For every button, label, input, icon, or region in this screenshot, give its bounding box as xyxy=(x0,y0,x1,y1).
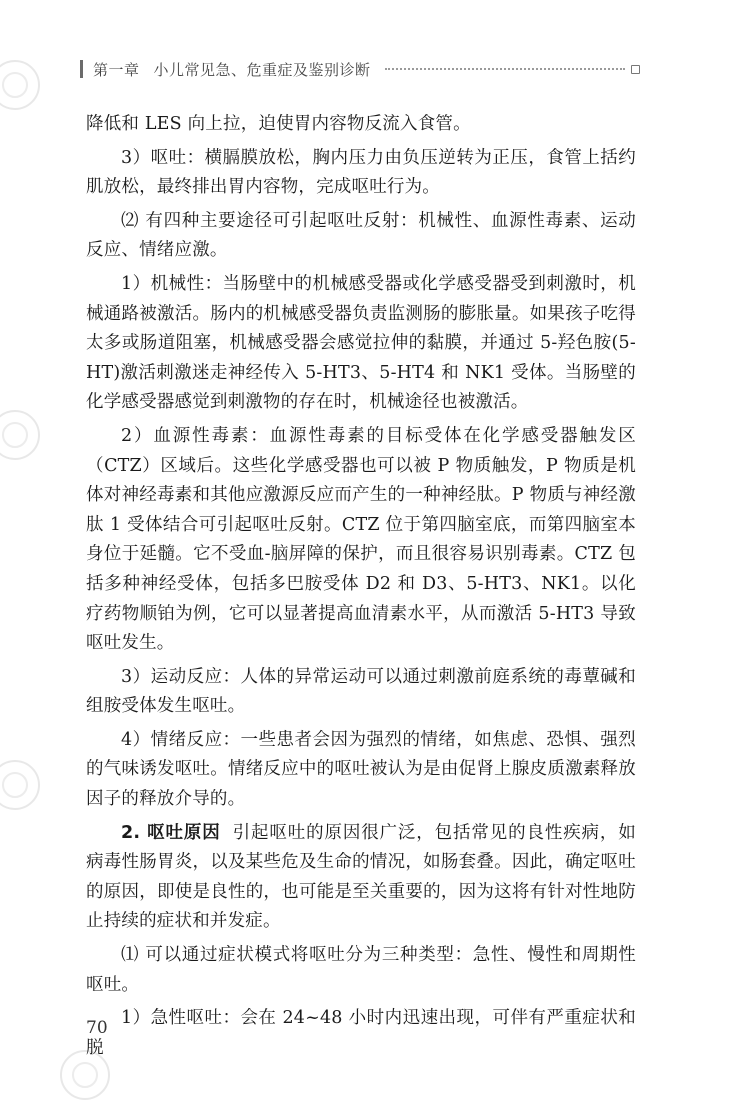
page-number: 70 xyxy=(86,1018,108,1038)
paragraph-les-reflux: 降低和 LES 向上拉，迫使胃内容物反流入食管。 xyxy=(86,114,471,134)
header-bar xyxy=(80,60,83,78)
section-heading: 2. 呕吐原因 xyxy=(121,822,221,843)
header-end-square-icon xyxy=(631,65,640,74)
paragraph-bloodborne-toxins: 2）血源性毒素：血源性毒素的目标受体在化学感受器触发区（CTZ）区域后。这些化学感受器也可以被 P 物质触发，P 物质是机体对神经毒素和其他应激源反应而产生的一种神经肽。P 物质与神经激肽 1 受体结合可引起呕吐反射。CTZ 位于第四脑室底，而第四脑室本身位于延髓。它不受血-脑屏障的保护，而且很容易识别毒素。CTZ 包括多种神经受体，包括多巴胺受体 D2 和 D3、5-HT3、NK1。以化疗药物顺铂为例，它可以显著提高血清素水平，从而激活 5-HT3 导致呕吐发生。 xyxy=(86,425,636,654)
header-dotted-rule xyxy=(385,68,625,70)
paragraph-vomiting-causes: 2. 呕吐原因 引起呕吐的原因很广泛，包括常见的良性疾病，如病毒性肠胃炎，以及某些危及生命的情况，如肠套叠。因此，确定呕吐的原因，即使是良性的，也可能是至关重要的，因为这将有针对性地防止持续的症状和并发症。 xyxy=(86,822,636,932)
watermark-seal-icon xyxy=(0,760,40,810)
watermark-seal-icon xyxy=(0,410,40,460)
page-body xyxy=(86,110,636,1067)
running-header xyxy=(80,58,640,80)
header-title: 小儿常见急、危重症及鉴别诊断 xyxy=(153,60,371,79)
paragraph-emotional-response: 4）情绪反应：一些患者会因为强烈的情绪，如焦虑、恐惧、强烈的气味诱发呕吐。情绪反应中的呕吐被认为是由促肾上腺皮质激素释放因子的释放介导的。 xyxy=(86,729,636,810)
header-chapter: 第一章 xyxy=(93,60,140,79)
paragraph-motion-response: 3）运动反应：人体的异常运动可以通过刺激前庭系统的毒蕈碱和组胺受体发生呕吐。 xyxy=(86,666,636,717)
paragraph-four-pathways: ⑵ 有四种主要途径可引起呕吐反射：机械性、血源性毒素、运动反应、情绪应激。 xyxy=(86,210,636,261)
paragraph-vomiting-act: 3）呕吐：横膈膜放松，胸内压力由负压逆转为正压，食管上括约肌放松，最终排出胃内容物，完成呕吐行为。 xyxy=(86,147,636,198)
paragraph-mechanical: 1）机械性：当肠壁中的机械感受器或化学感受器受到刺激时，机械通路被激活。肠内的机械感受器负责监测肠的膨胀量。如果孩子吃得太多或肠道阻塞，机械感受器会感觉拉伸的黏膜，并通过 5-羟色胺(5-HT)激活刺激迷走神经传入 5-HT3、5-HT4 和 NK1 受体。当肠壁的化学感受器感觉到刺激物的存在时，机械途径也被激活。 xyxy=(86,273,636,413)
paragraph-acute-vomiting: 1）急性呕吐：会在 24~48 小时内迅速出现，可伴有严重症状和脱 xyxy=(86,1008,636,1058)
paragraph-three-types: ⑴ 可以通过症状模式将呕吐分为三种类型：急性、慢性和周期性呕吐。 xyxy=(86,945,636,995)
watermark-seal-icon xyxy=(0,60,40,110)
